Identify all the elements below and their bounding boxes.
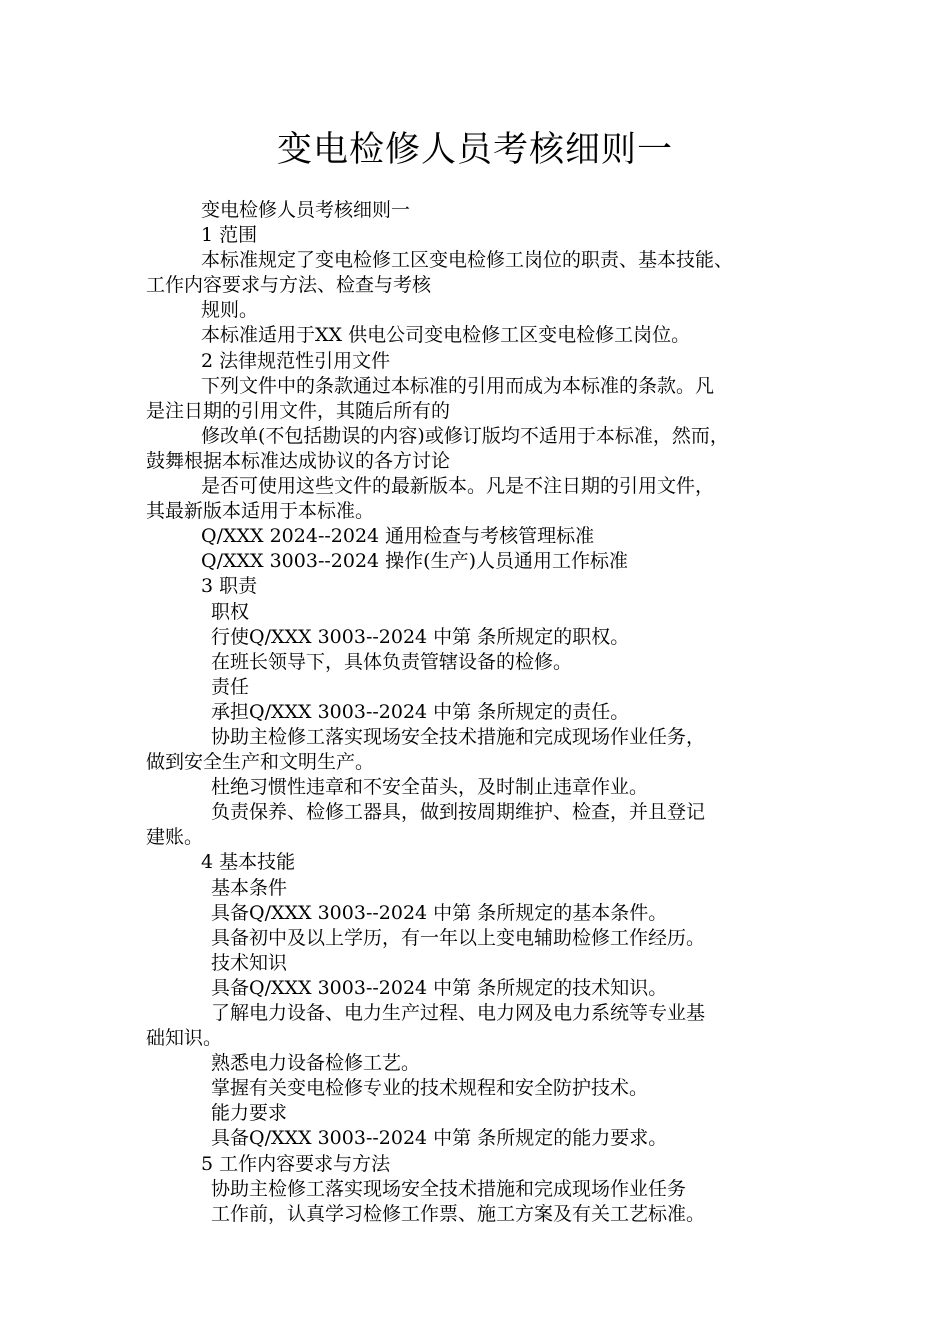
body-line: 础知识。 <box>146 1027 223 1050</box>
body-line: 本标准规定了变电检修工区变电检修工岗位的职责、基本技能、 <box>201 249 734 272</box>
body-line: 行使Q/XXX 3003--2024 中第 条所规定的职权。 <box>211 625 630 648</box>
body-line: 下列文件中的条款通过本标准的引用而成为本标准的条款。凡 <box>201 374 715 397</box>
reference-item: Q/XXX 3003--2024 操作(生产)人员通用工作标准 <box>201 550 629 573</box>
body-line: 工作内容要求与方法、检查与考核 <box>146 274 432 297</box>
body-line: 具备Q/XXX 3003--2024 中第 条所规定的技术知识。 <box>211 976 668 999</box>
section-heading-references: 2 法律规范性引用文件 <box>201 349 391 372</box>
body-line: 具备Q/XXX 3003--2024 中第 条所规定的能力要求。 <box>211 1127 668 1150</box>
document-title: 变电检修人员考核细则一 <box>276 130 673 170</box>
body-line: 杜绝习惯性违章和不安全苗头，及时制止违章作业。 <box>211 776 649 799</box>
body-line: 是注日期的引用文件，其随后所有的 <box>146 399 451 422</box>
body-line: 负责保养、检修工器具，做到按周期维护、检查，并且登记 <box>211 801 706 824</box>
body-line-subtitle: 变电检修人员考核细则一 <box>201 199 411 221</box>
body-line: 做到安全生产和文明生产。 <box>146 751 375 774</box>
body-line: 协助主检修工落实现场安全技术措施和完成现场作业任务， <box>211 725 706 748</box>
subsection-heading: 技术知识 <box>211 951 288 974</box>
body-line: 是否可使用这些文件的最新版本。凡是不注日期的引用文件， <box>201 475 715 498</box>
body-line: 熟悉电力设备检修工艺。 <box>211 1052 421 1075</box>
section-heading-work-content: 5 工作内容要求与方法 <box>201 1152 391 1175</box>
body-line: 了解电力设备、电力生产过程、电力网及电力系统等专业基 <box>211 1002 706 1024</box>
body-line: 规则。 <box>201 299 259 322</box>
body-line: 建账。 <box>146 826 204 849</box>
section-heading-scope: 1 范围 <box>201 224 258 247</box>
body-line: 承担Q/XXX 3003--2024 中第 条所规定的责任。 <box>211 700 630 723</box>
body-line: 掌握有关变电检修专业的技术规程和安全防护技术。 <box>211 1077 649 1100</box>
document-body <box>146 198 846 1227</box>
subsection-heading: 责任 <box>211 675 250 698</box>
body-line: 本标准适用于XX 供电公司变电检修工区变电检修工岗位。 <box>201 324 691 347</box>
body-line: 工作前，认真学习检修工作票、施工方案及有关工艺标准。 <box>211 1202 706 1225</box>
body-line: 其最新版本适用于本标准。 <box>146 500 375 523</box>
reference-item: Q/XXX 2024--2024 通用检查与考核管理标准 <box>201 525 595 548</box>
section-heading-duties: 3 职责 <box>201 575 258 598</box>
section-heading-skills: 4 基本技能 <box>201 851 296 874</box>
body-line: 修改单(不包括勘误的内容)或修订版均不适用于本标准，然而， <box>201 424 729 447</box>
body-line: 具备Q/XXX 3003--2024 中第 条所规定的基本条件。 <box>211 901 668 924</box>
body-line: 协助主检修工落实现场安全技术措施和完成现场作业任务 <box>211 1177 687 1200</box>
subsection-heading: 基本条件 <box>211 876 288 899</box>
body-line: 在班长领导下，具体负责管辖设备的检修。 <box>211 650 573 673</box>
subsection-heading: 职权 <box>211 600 250 623</box>
subsection-heading: 能力要求 <box>211 1102 288 1125</box>
body-line: 鼓舞根据本标准达成协议的各方讨论 <box>146 449 451 472</box>
body-line: 具备初中及以上学历，有一年以上变电辅助检修工作经历。 <box>211 926 706 949</box>
